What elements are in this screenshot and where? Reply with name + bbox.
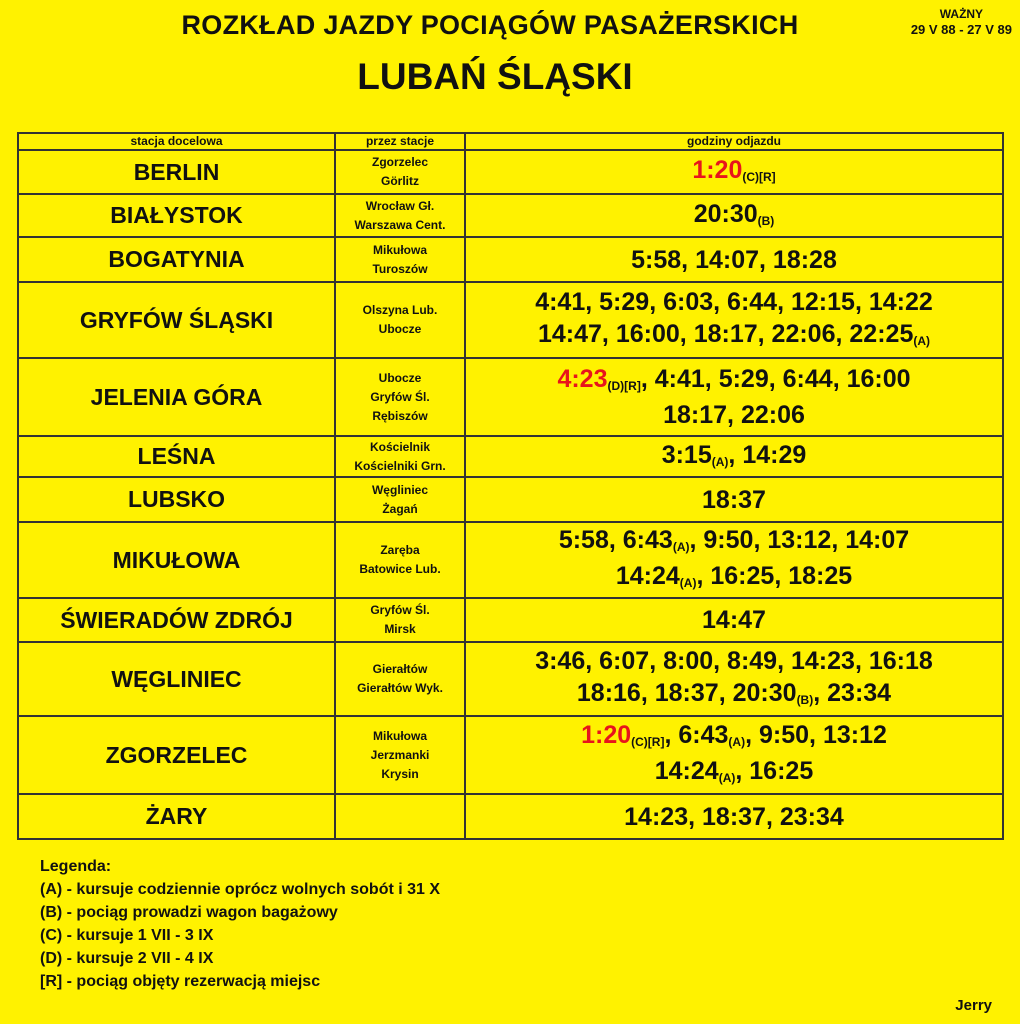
departure-note: (A) [672,540,690,554]
departure-time-value: 14:22 [868,288,933,316]
via-station: Jerzmanki [370,747,430,762]
departure-time-value: 6:07 [599,647,650,675]
via-station: Kościelniki Grn. [354,458,446,473]
departure-time-value: 20:30 [732,679,797,707]
legend-title: Legenda: [40,858,112,875]
departure-time-value: 14:07 [845,526,910,554]
departures-cell [465,237,1003,282]
departure-time-value: 4:23 [557,365,608,393]
via-cell [335,358,465,436]
departure-time-value: 18:17 [693,320,758,348]
departure-time-value: 8:00 [663,647,714,675]
destination-cell: WĘGLINIEC [18,642,335,716]
author-signature: Jerry [955,997,992,1014]
departure-time [759,721,823,749]
table-row [18,522,1003,598]
departure-time [749,757,813,785]
departure-time [616,562,711,590]
departure-time-value: 14:24 [654,757,719,785]
via-station: Gryfów Śl. [370,603,430,617]
departure-line [466,604,1002,636]
departure-time [663,401,741,429]
destination-cell: LEŚNA [18,436,335,477]
departure-time [869,288,933,316]
departure-time-value: 1:20 [692,156,743,184]
column-header-destination: stacja docelowa [18,133,335,150]
departure-time-value: 5:29 [718,365,769,393]
via-station: Kościelnik [369,439,431,454]
via-station: Turoszów [372,261,428,276]
departure-time [624,803,702,831]
departure-line [466,363,1002,399]
legend-item: (C) - kursuje 1 VII - 3 IX [40,927,214,944]
departures-cell [465,150,1003,194]
departure-note: (A) [679,576,697,590]
departure-time [599,647,663,675]
departures-cell [465,716,1003,794]
departures-cell [465,642,1003,716]
departure-time-value: 23:34 [827,679,892,707]
departure-time-value: 16:00 [846,365,911,393]
departure-time-value: 6:43 [678,721,729,749]
via-station: Warszawa Cent. [354,217,446,232]
table-row [18,477,1003,522]
table-row [18,150,1003,194]
departure-time-value: 3:46 [535,647,586,675]
via-station: Węgliniec [371,482,428,497]
departure-time-value: 18:37 [654,679,719,707]
departure-time [741,401,805,429]
table-row [18,282,1003,358]
departure-line [466,719,1002,755]
legend-item: (A) - kursuje codziennie oprócz wolnych sobót i 31 X [40,881,441,898]
departure-time-value: 6:44 [782,365,833,393]
destination-cell: LUBSKO [18,477,335,522]
departures-cell [465,436,1003,477]
via-cell [335,150,465,194]
departure-time [692,156,775,184]
departure-time [581,721,678,749]
departure-line [466,154,1002,190]
departure-time [559,526,623,554]
departure-time [791,647,869,675]
departures-cell [465,358,1003,436]
departure-time [702,486,766,514]
departure-time [742,441,806,469]
departure-time-value: 13:12 [822,721,887,749]
via-cell [335,194,465,237]
column-header-via: przez stacje [335,133,465,150]
station-name: LUBAŃ ŚLĄSKI [357,56,633,97]
departure-time-value: 22:06 [740,401,805,429]
departure-time [655,757,750,785]
via-station: Żagań [382,501,418,516]
departure-time [703,526,767,554]
via-cell [335,282,465,358]
departure-note: (A) [728,735,746,749]
validity-label: WAŻNY [939,7,984,21]
via-station: Görlitz [381,174,419,188]
departure-line [466,399,1002,431]
departure-line [466,286,1002,318]
table-row [18,358,1003,436]
departure-time [631,246,695,274]
departure-time-value: 18:37 [702,485,766,514]
departure-time [791,288,869,316]
destination-cell: BOGATYNIA [18,237,335,282]
via-cell [335,237,465,282]
via-cell [335,716,465,794]
departure-time [845,526,909,554]
via-station: Wrocław Gł. [365,198,435,213]
via-station: Ubocze [378,322,422,336]
departure-time-value: 16:25 [710,562,775,590]
departure-time [538,320,616,348]
departure-time [727,288,791,316]
departures-cell [465,598,1003,642]
via-cell [335,477,465,522]
departure-time [780,803,844,831]
via-cell [335,794,465,839]
legend-item: (B) - pociąg prowadzi wagon bagażowy [40,904,338,921]
destination-cell: ŚWIERADÓW ZDRÓJ [18,598,335,642]
via-cell [335,436,465,477]
departure-time-value: 6:03 [663,288,714,316]
departure-time-value: 4:41 [535,288,586,316]
table-row [18,237,1003,282]
departure-line [466,484,1002,516]
departure-line [466,801,1002,833]
departure-time-value: 5:58 [558,526,609,554]
table-row [18,598,1003,642]
departure-time [655,365,719,393]
departure-note: (B) [757,213,775,228]
departure-time-value: 14:24 [615,562,680,590]
departure-time-value: 22:25 [849,320,914,348]
departure-time-value: 3:15 [661,440,712,469]
via-station: Olszyna Lub. [362,303,438,317]
legend [40,855,440,993]
departure-time [694,320,772,348]
departure-time-value: 9:50 [703,526,754,554]
departure-time [694,200,775,228]
departure-time [702,803,780,831]
departure-time [702,606,766,634]
via-station: Zaręba [380,543,420,557]
departure-note: (D)[R] [607,379,641,393]
departure-time-value: 14:47 [702,606,766,634]
departure-time [719,365,783,393]
departure-time [655,679,733,707]
departure-time [773,246,837,274]
departure-time-value: 1:20 [581,721,632,749]
departure-line [466,755,1002,791]
departure-time-value: 14:29 [742,440,807,469]
departure-line [466,318,1002,354]
departure-line [466,677,1002,713]
departure-time [847,365,911,393]
via-cell [335,598,465,642]
departure-time [772,320,850,348]
table-row [18,716,1003,794]
destination-cell: JELENIA GÓRA [18,358,335,436]
departure-note: (A) [913,334,931,348]
departure-line [466,439,1002,475]
departure-time [678,721,759,749]
departure-time-value: 18:28 [772,245,837,274]
destination-cell: ŻARY [18,794,335,839]
destination-cell: MIKUŁOWA [18,522,335,598]
departure-time [663,288,727,316]
via-station: Zgorzelec [371,155,428,169]
table-row [18,794,1003,839]
departure-time-value: 9:50 [759,721,810,749]
departure-time-value: 16:18 [868,647,933,675]
departure-time-value: 5:58 [631,245,682,274]
departure-time-value: 22:06 [771,320,836,348]
departure-line [466,198,1002,234]
departure-time-value: 5:29 [599,288,650,316]
validity-range: 29 V 88 - 27 V 89 [910,22,1012,37]
departure-time [788,562,852,590]
departure-time-value: 14:23 [791,647,855,675]
departure-note: (A) [711,454,729,469]
departure-note: (A) [718,771,736,785]
departure-note: (C)[R] [631,735,665,749]
departure-time [663,647,727,675]
via-station: Ubocze [378,370,422,385]
via-cell [335,642,465,716]
table-row [18,194,1003,237]
departures-cell [465,282,1003,358]
destination-cell: BERLIN [18,150,335,194]
departure-time-value: 13:12 [767,526,832,554]
departure-time [535,288,599,316]
departure-time-value: 14:47 [537,320,602,348]
departure-time [577,679,655,707]
departure-time [849,320,930,348]
via-station: Krysin [381,766,419,781]
via-station: Mirsk [384,622,416,636]
via-station: Mikułowa [372,242,427,257]
via-station: Batowice Lub. [359,562,441,576]
departure-time-value: 16:00 [615,320,680,348]
departure-time-value: 16:25 [749,757,814,785]
validity-badge [911,6,1012,38]
departure-time-value: 6:44 [727,288,778,316]
table-row [18,642,1003,716]
departure-line [466,645,1002,677]
departure-time-value: 18:37 [702,802,766,831]
departure-time-value: 12:15 [791,288,855,316]
departure-line [466,560,1002,596]
departures-cell [465,477,1003,522]
departure-time [710,562,788,590]
departure-time [535,647,599,675]
departure-time-value: 8:49 [727,647,778,675]
departure-time [662,441,743,469]
departure-time [727,647,791,675]
departure-time [695,246,773,274]
timetable-header-row [18,133,1003,150]
departure-time [616,320,694,348]
departures-cell [465,194,1003,237]
legend-item: (D) - kursuje 2 VII - 4 IX [40,950,214,967]
page-title: ROZKŁAD JAZDY POCIĄGÓW PASAŻERSKICH [181,10,799,40]
via-station: Gryfów Śl. [370,389,430,404]
timetable [17,132,1004,840]
departure-time-value: 18:16 [576,679,641,707]
departure-note: (B) [796,693,814,707]
departure-note: (C)[R] [742,170,776,184]
departure-line [466,524,1002,560]
departure-time-value: 4:41 [654,365,705,393]
departure-time [623,526,704,554]
departure-time-value: 6:43 [622,526,673,554]
legend-item: [R] - pociąg objęty rezerwacją miejsc [40,973,321,990]
departures-cell [465,794,1003,839]
departure-line [466,244,1002,276]
destination-cell: ZGORZELEC [18,716,335,794]
departure-time-value: 18:25 [788,562,853,590]
via-station: Rębiszów [372,408,428,423]
table-row [18,436,1003,477]
departure-time-value: 23:34 [779,802,844,831]
departure-time [599,288,663,316]
departure-time [557,365,654,393]
via-station: Gierałtów Wyk. [357,681,443,695]
destination-cell: BIAŁYSTOK [18,194,335,237]
departure-time-value: 20:30 [693,199,758,228]
departure-time [783,365,847,393]
departure-time-value: 14:07 [695,245,760,274]
via-station: Gierałtów [372,662,428,676]
destination-cell: GRYFÓW ŚLĄSKI [18,282,335,358]
departure-time [733,679,828,707]
via-station: Mikułowa [372,728,427,743]
departure-time [767,526,845,554]
departure-time [823,721,887,749]
timetable-body [18,150,1003,839]
departure-time [827,679,891,707]
departure-time [869,647,933,675]
departure-time-value: 18:17 [663,401,728,429]
departure-time-value: 14:23 [624,802,689,831]
via-cell [335,522,465,598]
departures-cell [465,522,1003,598]
column-header-departures: godziny odjazdu [465,133,1003,150]
